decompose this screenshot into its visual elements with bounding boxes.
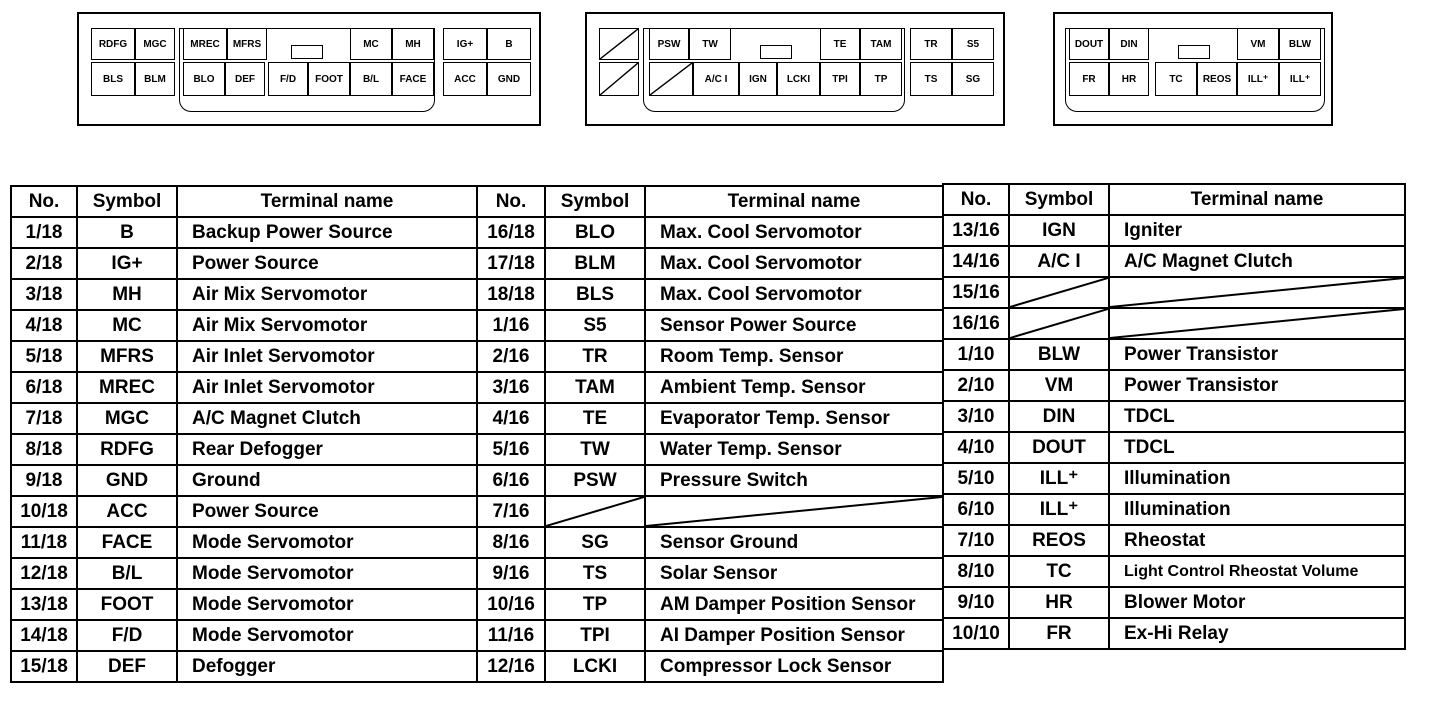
terminal-name: TDCL xyxy=(1109,401,1405,432)
pin: DIN xyxy=(1109,28,1149,60)
terminal-symbol: BLW xyxy=(1009,339,1109,370)
terminal-no: 1/10 xyxy=(943,339,1009,370)
terminal-symbol: VM xyxy=(1009,370,1109,401)
terminal-name: Pressure Switch xyxy=(645,465,943,496)
table-row xyxy=(943,618,1405,649)
terminal-name: Power Source xyxy=(177,248,477,279)
blank-pin xyxy=(649,62,693,96)
terminal-name: Sensor Power Source xyxy=(645,310,943,341)
terminal-no: 6/16 xyxy=(477,465,545,496)
table-row xyxy=(477,620,943,651)
pin: DEF xyxy=(225,62,265,96)
terminal-name: A/C Magnet Clutch xyxy=(1109,246,1405,277)
terminal-name: Mode Servomotor xyxy=(177,527,477,558)
terminal-table-1 xyxy=(10,185,478,683)
pin: FR xyxy=(1069,62,1109,96)
unused-name-cell xyxy=(1109,308,1405,339)
table-row xyxy=(11,372,477,403)
terminal-symbol: MREC xyxy=(77,372,177,403)
terminal-name: Igniter xyxy=(1109,215,1405,246)
pin: TC xyxy=(1155,62,1197,96)
terminal-symbol: MGC xyxy=(77,403,177,434)
pin: B xyxy=(487,28,531,60)
terminal-no: 8/16 xyxy=(477,527,545,558)
table-row xyxy=(943,370,1405,401)
terminal-symbol: SG xyxy=(545,527,645,558)
terminal-no: 12/16 xyxy=(477,651,545,682)
terminal-no: 13/18 xyxy=(11,589,77,620)
terminal-name: Water Temp. Sensor xyxy=(645,434,943,465)
pin: GND xyxy=(487,62,531,96)
terminal-no: 10/16 xyxy=(477,589,545,620)
terminal-name: Compressor Lock Sensor xyxy=(645,651,943,682)
terminal-symbol: TR xyxy=(545,341,645,372)
terminal-name: Ground xyxy=(177,465,477,496)
table-row xyxy=(11,403,477,434)
terminal-no: 10/18 xyxy=(11,496,77,527)
terminal-no: 1/18 xyxy=(11,217,77,248)
terminal-no: 14/18 xyxy=(11,620,77,651)
unused-symbol-cell xyxy=(545,496,645,527)
terminal-no: 7/16 xyxy=(477,496,545,527)
terminal-name: Power Transistor xyxy=(1109,339,1405,370)
unused-symbol-cell xyxy=(1009,308,1109,339)
unused-name-cell xyxy=(645,496,943,527)
pin: LCKI xyxy=(777,62,820,96)
table-row xyxy=(477,403,943,434)
table-row xyxy=(943,587,1405,618)
pin: A/C I xyxy=(693,62,739,96)
terminal-name: Mode Servomotor xyxy=(177,558,477,589)
terminal-name: Ambient Temp. Sensor xyxy=(645,372,943,403)
pin: IG+ xyxy=(443,28,487,60)
terminal-name: Air Inlet Servomotor xyxy=(177,372,477,403)
terminal-name: Illumination xyxy=(1109,494,1405,525)
blank-pin xyxy=(599,28,639,60)
terminal-name: Max. Cool Servomotor xyxy=(645,248,943,279)
pin: DOUT xyxy=(1069,28,1109,60)
terminal-name: TDCL xyxy=(1109,432,1405,463)
pin: ILL⁺ xyxy=(1279,62,1321,96)
terminal-name: Blower Motor xyxy=(1109,587,1405,618)
terminal-no: 8/18 xyxy=(11,434,77,465)
table-row xyxy=(477,434,943,465)
terminal-no: 9/18 xyxy=(11,465,77,496)
terminal-no: 10/10 xyxy=(943,618,1009,649)
table-row xyxy=(477,248,943,279)
table-row xyxy=(943,432,1405,463)
pin: RDFG xyxy=(91,28,135,60)
pin: S5 xyxy=(952,28,994,60)
terminal-name: Air Inlet Servomotor xyxy=(177,341,477,372)
table-row xyxy=(11,310,477,341)
pin: TW xyxy=(689,28,731,60)
pin: B/L xyxy=(350,62,392,96)
terminal-no: 15/16 xyxy=(943,277,1009,308)
table-row xyxy=(477,217,943,248)
terminal-symbol: TAM xyxy=(545,372,645,403)
terminal-no: 4/18 xyxy=(11,310,77,341)
header-no: No. xyxy=(11,186,77,217)
table-row xyxy=(477,589,943,620)
terminal-name: Max. Cool Servomotor xyxy=(645,279,943,310)
table-row xyxy=(11,496,477,527)
terminal-symbol: BLM xyxy=(545,248,645,279)
table-row xyxy=(11,527,477,558)
table-row xyxy=(943,401,1405,432)
pin: BLO xyxy=(183,62,225,96)
terminal-name: Power Source xyxy=(177,496,477,527)
pin: BLW xyxy=(1279,28,1321,60)
pin: MFRS xyxy=(227,28,267,60)
table-row xyxy=(11,279,477,310)
terminal-symbol: TPI xyxy=(545,620,645,651)
terminal-symbol: HR xyxy=(1009,587,1109,618)
header-symbol: Symbol xyxy=(77,186,177,217)
terminal-symbol: MFRS xyxy=(77,341,177,372)
terminal-no: 11/18 xyxy=(11,527,77,558)
terminal-no: 2/18 xyxy=(11,248,77,279)
terminal-no: 11/16 xyxy=(477,620,545,651)
pin: MC xyxy=(350,28,392,60)
pin: HR xyxy=(1109,62,1149,96)
pin: ILL⁺ xyxy=(1237,62,1279,96)
connector-key xyxy=(1178,45,1210,59)
terminal-symbol: FR xyxy=(1009,618,1109,649)
terminal-no: 5/10 xyxy=(943,463,1009,494)
table-row xyxy=(11,465,477,496)
table-row xyxy=(477,651,943,682)
terminal-no: 15/18 xyxy=(11,651,77,682)
terminal-symbol: DOUT xyxy=(1009,432,1109,463)
pin: SG xyxy=(952,62,994,96)
terminal-name: Solar Sensor xyxy=(645,558,943,589)
terminal-no: 12/18 xyxy=(11,558,77,589)
terminal-symbol: B/L xyxy=(77,558,177,589)
terminal-name: Defogger xyxy=(177,651,477,682)
table-row xyxy=(943,308,1405,339)
header-symbol: Symbol xyxy=(1009,184,1109,215)
table-row xyxy=(943,556,1405,587)
pin: ACC xyxy=(443,62,487,96)
table-row xyxy=(943,339,1405,370)
table-row xyxy=(943,215,1405,246)
pin: TPI xyxy=(820,62,860,96)
terminal-name: Mode Servomotor xyxy=(177,589,477,620)
table-row xyxy=(11,558,477,589)
terminal-no: 17/18 xyxy=(477,248,545,279)
terminal-symbol: RDFG xyxy=(77,434,177,465)
terminal-no: 5/18 xyxy=(11,341,77,372)
terminal-symbol: FOOT xyxy=(77,589,177,620)
unused-symbol-cell xyxy=(1009,277,1109,308)
terminal-name: Max. Cool Servomotor xyxy=(645,217,943,248)
unused-name-cell xyxy=(1109,277,1405,308)
pin: REOS xyxy=(1197,62,1237,96)
pin: MGC xyxy=(135,28,175,60)
terminal-no: 4/16 xyxy=(477,403,545,434)
terminal-symbol: TE xyxy=(545,403,645,434)
pin: BLS xyxy=(91,62,135,96)
table-row xyxy=(943,525,1405,556)
header-terminal-name: Terminal name xyxy=(645,186,943,217)
pin: PSW xyxy=(649,28,689,60)
pin: TS xyxy=(910,62,952,96)
table-header-row xyxy=(943,184,1405,215)
pin: TE xyxy=(820,28,860,60)
terminal-symbol: B xyxy=(77,217,177,248)
terminal-symbol: F/D xyxy=(77,620,177,651)
terminal-table-3 xyxy=(942,183,1406,650)
terminal-no: 3/16 xyxy=(477,372,545,403)
terminal-name: AI Damper Position Sensor xyxy=(645,620,943,651)
table-row xyxy=(11,589,477,620)
table-row xyxy=(477,496,943,527)
terminal-symbol: GND xyxy=(77,465,177,496)
terminal-name: Power Transistor xyxy=(1109,370,1405,401)
terminal-symbol: TP xyxy=(545,589,645,620)
terminal-no: 18/18 xyxy=(477,279,545,310)
connector-key xyxy=(291,45,323,59)
header-symbol: Symbol xyxy=(545,186,645,217)
terminal-no: 2/10 xyxy=(943,370,1009,401)
terminal-name: Rear Defogger xyxy=(177,434,477,465)
table-row xyxy=(11,341,477,372)
terminal-name: Illumination xyxy=(1109,463,1405,494)
terminal-symbol: MH xyxy=(77,279,177,310)
terminal-symbol: PSW xyxy=(545,465,645,496)
terminal-no: 3/10 xyxy=(943,401,1009,432)
terminal-name: Sensor Ground xyxy=(645,527,943,558)
terminal-no: 6/18 xyxy=(11,372,77,403)
terminal-no: 13/16 xyxy=(943,215,1009,246)
pin: FACE xyxy=(392,62,434,96)
pin: F/D xyxy=(268,62,308,96)
table-row xyxy=(477,279,943,310)
connector-18pin xyxy=(77,12,541,126)
pin: TR xyxy=(910,28,952,60)
connector-10pin xyxy=(1053,12,1333,126)
terminal-table-2 xyxy=(476,185,944,683)
table-row xyxy=(477,465,943,496)
terminal-no: 16/18 xyxy=(477,217,545,248)
table-header-row xyxy=(11,186,477,217)
table-row xyxy=(11,248,477,279)
terminal-no: 7/10 xyxy=(943,525,1009,556)
terminal-symbol: TS xyxy=(545,558,645,589)
pin: IGN xyxy=(739,62,777,96)
pin: TAM xyxy=(860,28,902,60)
terminal-name: Light Control Rheostat Volume xyxy=(1109,556,1405,587)
terminal-no: 9/16 xyxy=(477,558,545,589)
terminal-name: Room Temp. Sensor xyxy=(645,341,943,372)
terminal-symbol: REOS xyxy=(1009,525,1109,556)
terminal-symbol: TC xyxy=(1009,556,1109,587)
pin: BLM xyxy=(135,62,175,96)
table-row xyxy=(11,651,477,682)
table-row xyxy=(477,341,943,372)
terminal-name: Mode Servomotor xyxy=(177,620,477,651)
connector-16pin xyxy=(585,12,1005,126)
table-row xyxy=(943,494,1405,525)
terminal-no: 4/10 xyxy=(943,432,1009,463)
terminal-symbol: LCKI xyxy=(545,651,645,682)
table-row xyxy=(11,434,477,465)
terminal-symbol: DIN xyxy=(1009,401,1109,432)
terminal-symbol: S5 xyxy=(545,310,645,341)
terminal-no: 1/16 xyxy=(477,310,545,341)
table-row xyxy=(943,277,1405,308)
terminal-no: 14/16 xyxy=(943,246,1009,277)
terminal-no: 5/16 xyxy=(477,434,545,465)
table-row xyxy=(11,620,477,651)
terminal-symbol: A/C I xyxy=(1009,246,1109,277)
terminal-symbol: ACC xyxy=(77,496,177,527)
table-row xyxy=(477,527,943,558)
pin: MH xyxy=(392,28,434,60)
header-no: No. xyxy=(477,186,545,217)
header-no: No. xyxy=(943,184,1009,215)
terminal-symbol: IGN xyxy=(1009,215,1109,246)
pin: VM xyxy=(1237,28,1279,60)
table-row xyxy=(943,246,1405,277)
table-row xyxy=(477,372,943,403)
terminal-symbol: IG+ xyxy=(77,248,177,279)
table-row xyxy=(943,463,1405,494)
terminal-name: Backup Power Source xyxy=(177,217,477,248)
terminal-name: A/C Magnet Clutch xyxy=(177,403,477,434)
table-row xyxy=(477,310,943,341)
pin: FOOT xyxy=(308,62,350,96)
terminal-symbol: BLS xyxy=(545,279,645,310)
terminal-symbol: TW xyxy=(545,434,645,465)
table-row xyxy=(11,217,477,248)
header-terminal-name: Terminal name xyxy=(177,186,477,217)
header-terminal-name: Terminal name xyxy=(1109,184,1405,215)
terminal-no: 9/10 xyxy=(943,587,1009,618)
terminal-name: Air Mix Servomotor xyxy=(177,279,477,310)
terminal-no: 3/18 xyxy=(11,279,77,310)
terminal-name: Ex-Hi Relay xyxy=(1109,618,1405,649)
terminal-symbol: FACE xyxy=(77,527,177,558)
terminal-no: 16/16 xyxy=(943,308,1009,339)
terminal-name: AM Damper Position Sensor xyxy=(645,589,943,620)
terminal-no: 7/18 xyxy=(11,403,77,434)
table-row xyxy=(477,558,943,589)
terminal-symbol: DEF xyxy=(77,651,177,682)
terminal-name: Air Mix Servomotor xyxy=(177,310,477,341)
terminal-no: 8/10 xyxy=(943,556,1009,587)
terminal-symbol: ILL⁺ xyxy=(1009,494,1109,525)
pin: MREC xyxy=(183,28,227,60)
terminal-symbol: BLO xyxy=(545,217,645,248)
table-header-row xyxy=(477,186,943,217)
terminal-name: Evaporator Temp. Sensor xyxy=(645,403,943,434)
terminal-symbol: ILL⁺ xyxy=(1009,463,1109,494)
terminal-no: 6/10 xyxy=(943,494,1009,525)
pin: TP xyxy=(860,62,902,96)
terminal-name: Rheostat xyxy=(1109,525,1405,556)
terminal-no: 2/16 xyxy=(477,341,545,372)
blank-pin xyxy=(599,62,639,96)
terminal-symbol: MC xyxy=(77,310,177,341)
connector-key xyxy=(760,45,792,59)
